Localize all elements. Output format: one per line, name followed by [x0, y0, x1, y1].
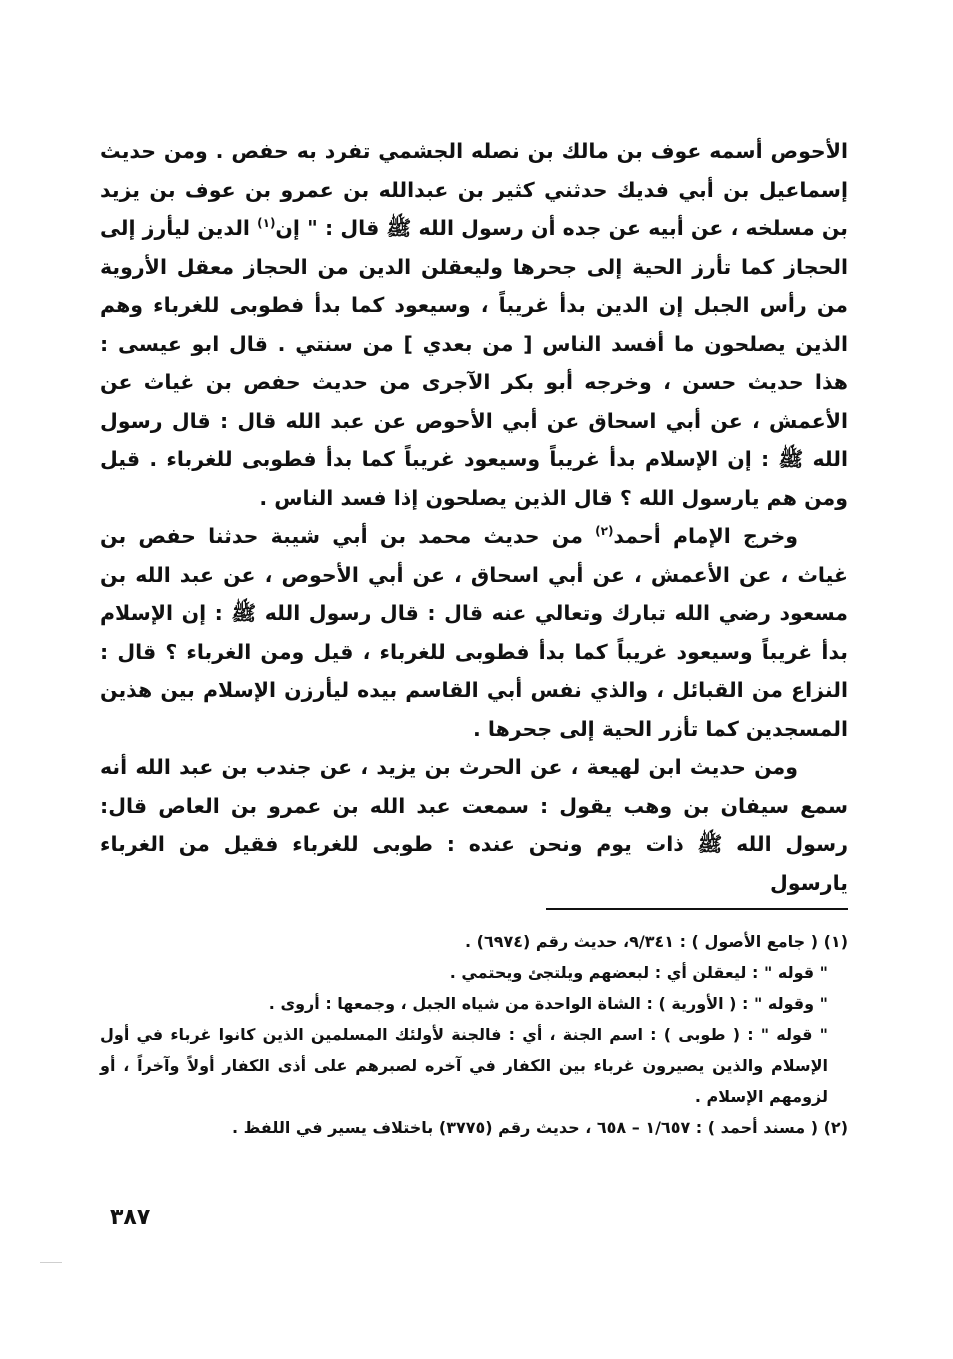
footnote-1-note-a: " قوله " : ليعقلن أي : لبعضهم ويلتجئ ويحتمي .	[449, 963, 828, 982]
footnotes	[100, 926, 848, 1143]
paragraph-2-text: وخرج الإمام أحمد	[613, 524, 798, 548]
paragraph-2	[100, 517, 848, 748]
footnote-1-note-c: " قوله " : ( طوبى ) : اسم الجنة ، أي : فالجنة لأولئك المسلمين الذين كانوا غرباء في أول الإسلام والذين يصيرون غرباء بين الكفار في آخره لصبرهم على أذى الكفار أولاً وآخراً ، أو لزومهم الإسلام .	[100, 1025, 828, 1106]
paragraph-1-text: الأحوص أسمه عوف بن مالك بن نصله الجشمي تفرد به حفص . ومن حديث إسماعيل بن أبي فديك حدثني كثير بن عبدالله بن عمرو بن عوف بن يزيد بن مسلخه ، عن أبيه عن جده أن رسول الله ﷺ قال : " إن	[100, 139, 849, 240]
paragraph-1-text-rest: الدين ليأرز إلى الحجاز كما تأرز الحية إلى جحرها وليعقلن الدين من الحجاز معقل الأروية من رأس الجبل إن الدين بدأ غريباً ، وسيعود كما بدأ فطوبى للغرباء وهم الذين يصلحون ما أفسد الناس [ من بعدي ] من سنتي . قال ابو عيسى : هذا حديث حسن ، وخرجه أبو بكر الآجرى من حديث حفص بن غياث عن الأعمش ، عن أبي اسحاق عن أبي الأحوص عن عبد الله قال : قال رسول الله ﷺ : إن الإسلام بدأ غريباً وسيعود غريباً كما بدأ فطوبى للغرباء . قيل ومن هم يارسول الله ؟ قال الذين يصلحون إذا فسد الناس .	[100, 216, 848, 510]
footnote-separator	[546, 908, 848, 910]
footnote-ref-2: (٢)	[595, 524, 614, 539]
scan-mark	[40, 1262, 62, 1263]
footnote-1-note-b: " وقوله " : ( الأورية ) : الشاة الواحدة من شياه الجبل ، وجمعها : أروى .	[268, 994, 828, 1013]
page-number: ٣٨٧	[110, 1205, 151, 1230]
footnote-1: (١) ( جامع الأصول ) : ٩/٣٤١، حديث رقم (٦٩٧٤) .	[465, 932, 848, 951]
main-text	[100, 132, 848, 902]
footnote-ref-1: (١)	[257, 216, 276, 231]
footnote-2: (٢) ( مسند أحمد ) : ١/٦٥٧ – ٦٥٨ ، حديث رقم (٣٧٧٥) باختلاف يسير في اللفظ .	[232, 1118, 848, 1137]
paragraph-1	[100, 132, 848, 517]
paragraph-3: ومن حديث ابن لهيعة ، عن الحرث بن يزيد ، عن جندب بن عبد الله أنه سمع سيفان بن وهب يقول : سمعت عبد الله بن عمرو بن العاص قال: رسول الله ﷺ ذات يوم ونحن عنده : طوبى للغرباء فقيل من الغرباء يارسول	[100, 755, 848, 895]
paragraph-2-text-rest: من حديث محمد بن أبي شيبة حدثنا حفص بن غياث ، عن الأعمش ، عن أبي اسحاق ، عن أبي الأحوص ، عن عبد الله بن مسعود رضي الله تبارك وتعالي عنه قال : قال رسول الله ﷺ : إن الإسلام بدأ غريباً وسيعود غريباً كما بدأ فطوبى للغرباء ، قيل ومن الغرباء ؟ قال : النزاع من القبائل ، والذي نفس أبي القاسم بيده ليأرزن الإسلام بين هذين المسجدين كما تأزر الحية إلى جحرها .	[100, 524, 848, 741]
